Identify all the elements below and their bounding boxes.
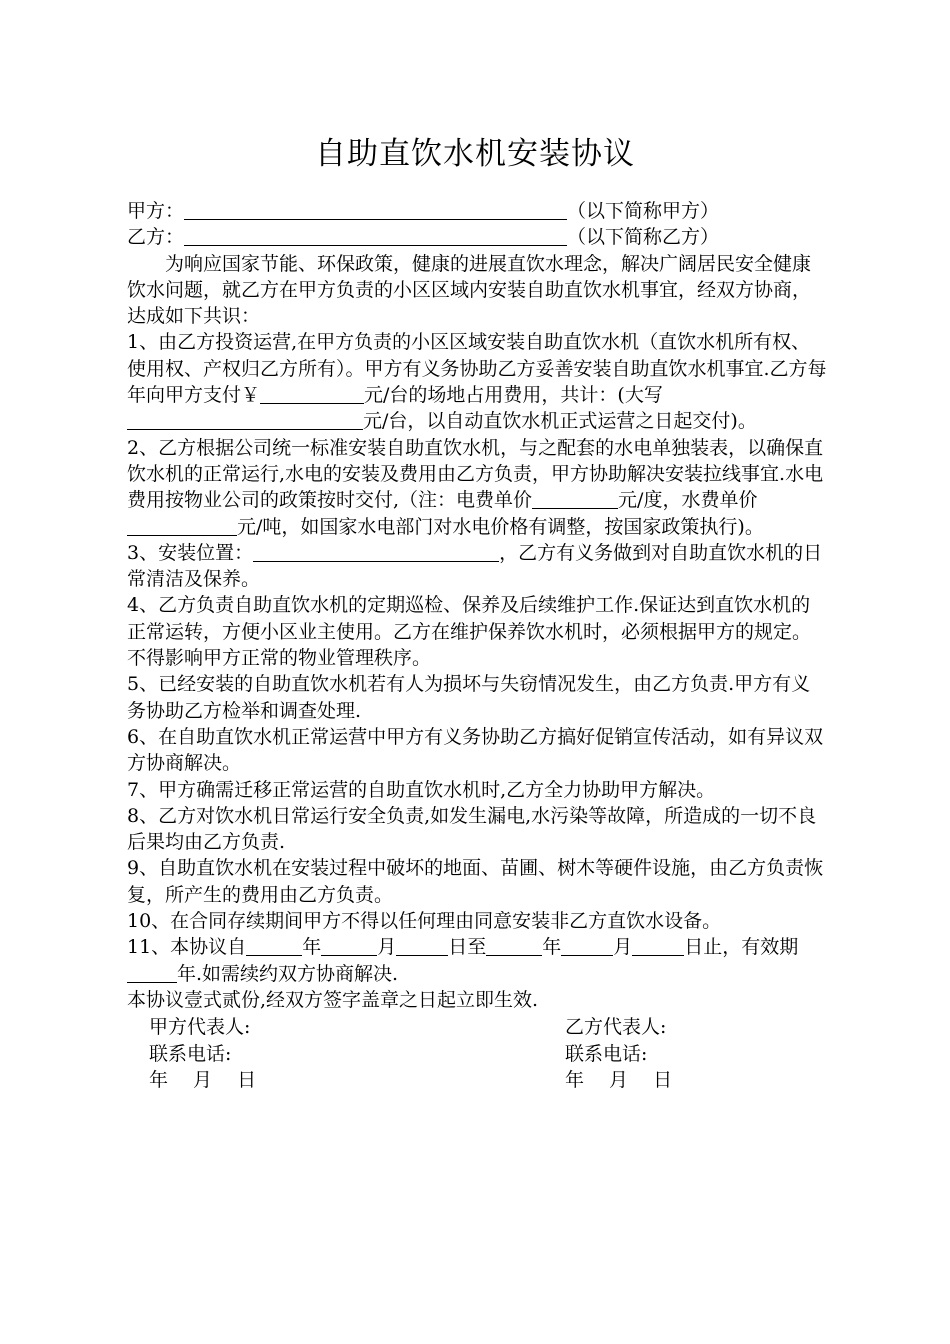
party-b-representative-label: 乙方代表人: bbox=[565, 1016, 667, 1039]
clause-11-end-month-label: 月 bbox=[613, 936, 633, 959]
clause-11-end-label: 日止， bbox=[684, 936, 742, 959]
clause-1-text-a: 1、由乙方投资运营,在甲方负责的小区区域安装自助直饮水机（直饮水机所有权、使用权、产权归乙方所有）。甲方有义务协助乙方妥善安装自助直饮水机事宜.乙方每年向甲方支付￥ bbox=[127, 331, 827, 407]
clause-11 bbox=[127, 934, 827, 987]
party-a-label: 甲方： bbox=[127, 200, 185, 222]
clause-1 bbox=[127, 329, 827, 434]
clause-2-text-c: 元/吨，如国家水电部门对水电价格有调整，按国家政策执行)。 bbox=[237, 515, 764, 538]
install-location-blank bbox=[253, 541, 499, 562]
clause-2-text-b: 元/度，水费单价 bbox=[618, 489, 758, 512]
total-fee-blank bbox=[127, 409, 363, 430]
end-year-blank bbox=[486, 935, 542, 956]
clause-11-text-a: 11、本协议自 bbox=[127, 936, 247, 959]
water-price-blank bbox=[127, 515, 237, 536]
start-day-blank bbox=[396, 935, 448, 956]
party-a-blank bbox=[184, 199, 567, 220]
electricity-price-blank bbox=[532, 488, 618, 509]
clause-11-year-label: 年 bbox=[302, 936, 322, 959]
party-a-suffix: （以下简称甲方） bbox=[567, 200, 720, 222]
end-month-blank bbox=[561, 935, 613, 956]
clause-3-text-a: 3、安装位置： bbox=[127, 541, 254, 564]
clause-3 bbox=[127, 540, 827, 593]
party-b-blank bbox=[184, 225, 567, 246]
party-b-date-label: 年 月 日 bbox=[565, 1068, 673, 1091]
party-a-phone-label: 联系电话: bbox=[149, 1042, 232, 1065]
party-a-date-label: 年 月 日 bbox=[149, 1068, 257, 1091]
clause-2-text-a: 2、乙方根据公司统一标准安装自助直饮水机，与之配套的水电单独装表，以确保直饮水机的正常运行,水电的安装及费用由乙方负责，甲方协助解决安装拉线事宜.水电费用按物业公司的政策按时交付,（注：电费单价 bbox=[127, 436, 824, 512]
party-b-suffix: （以下简称乙方） bbox=[567, 226, 720, 249]
clause-11-valid-label: 有效期 bbox=[741, 936, 799, 959]
clause-7: 7、甲方确需迁移正常运营的自助直饮水机时,乙方全力协助甲方解决。 bbox=[127, 778, 716, 801]
clause-4: 4、乙方负责自助直饮水机的定期巡检、保养及后续维护工作.保证达到直饮水机的正常运转，方便小区业主使用。乙方在维护保养饮水机时，必须根据甲方的规定。不得影响甲方正常的物业管理秩序。 bbox=[127, 594, 812, 670]
clause-5: 5、已经安装的自助直饮水机若有人为损坏与失窃情况发生，由乙方负责.甲方有义务协助乙方检举和调查处理. bbox=[127, 673, 811, 722]
clause-11-month-label: 月 bbox=[377, 936, 397, 959]
party-b-line bbox=[127, 224, 827, 250]
clause-2 bbox=[127, 435, 827, 540]
document-title: 自助直饮水机安装协议 bbox=[315, 136, 635, 172]
party-b-phone-label: 联系电话: bbox=[565, 1042, 648, 1065]
start-month-blank bbox=[321, 935, 377, 956]
start-year-blank bbox=[246, 935, 302, 956]
clause-9: 9、自助直饮水机在安装过程中破坏的地面、苗圃、树木等硬件设施，由乙方负责恢复，所产生的费用由乙方负责。 bbox=[127, 857, 824, 906]
document-body bbox=[127, 198, 827, 1093]
intro-paragraph: 为响应国家节能、环保政策，健康的进展直饮水理念，解决广阔居民安全健康饮水问题，就乙方在甲方负责的小区区域内安装自助直饮水机事宜，经双方协商，达成如下共识： bbox=[127, 252, 812, 328]
annual-fee-blank bbox=[260, 383, 364, 404]
clause-11-end-year-label: 年 bbox=[542, 936, 562, 959]
clause-1-text-c: 元/台，以自动直饮水机正式运营之日起交付)。 bbox=[363, 410, 757, 433]
party-a-line bbox=[127, 198, 827, 224]
clause-6: 6、在自助直饮水机正常运营中甲方有义务协助乙方搞好促销宣传活动，如有异议双方协商解决。 bbox=[127, 725, 824, 775]
clause-11-tail: 年.如需续约双方协商解决. bbox=[177, 962, 399, 985]
end-day-blank bbox=[632, 935, 684, 956]
party-b-label: 乙方： bbox=[127, 226, 185, 249]
validity-years-blank bbox=[127, 962, 177, 983]
clause-10: 10、在合同存续期间甲方不得以任何理由同意安装非乙方直饮水设备。 bbox=[127, 910, 722, 933]
clause-8: 8、乙方对饮水机日常运行安全负责,如发生漏电,水污染等故障，所造成的一切不良后果均由乙方负责. bbox=[127, 804, 817, 854]
closing-statement: 本协议壹式贰份,经双方签字盖章之日起立即生效. bbox=[127, 988, 539, 1011]
party-a-representative-label: 甲方代表人: bbox=[149, 1016, 251, 1039]
signature-block bbox=[127, 1014, 827, 1093]
clause-11-day-to-label: 日至 bbox=[448, 936, 487, 959]
clause-3-text-b: ，乙方有义务做到对自助直饮水机的日常清洁及保养。 bbox=[127, 541, 823, 591]
clause-1-text-b: 元/台的场地占用费用，共计：(大写 bbox=[364, 384, 663, 407]
